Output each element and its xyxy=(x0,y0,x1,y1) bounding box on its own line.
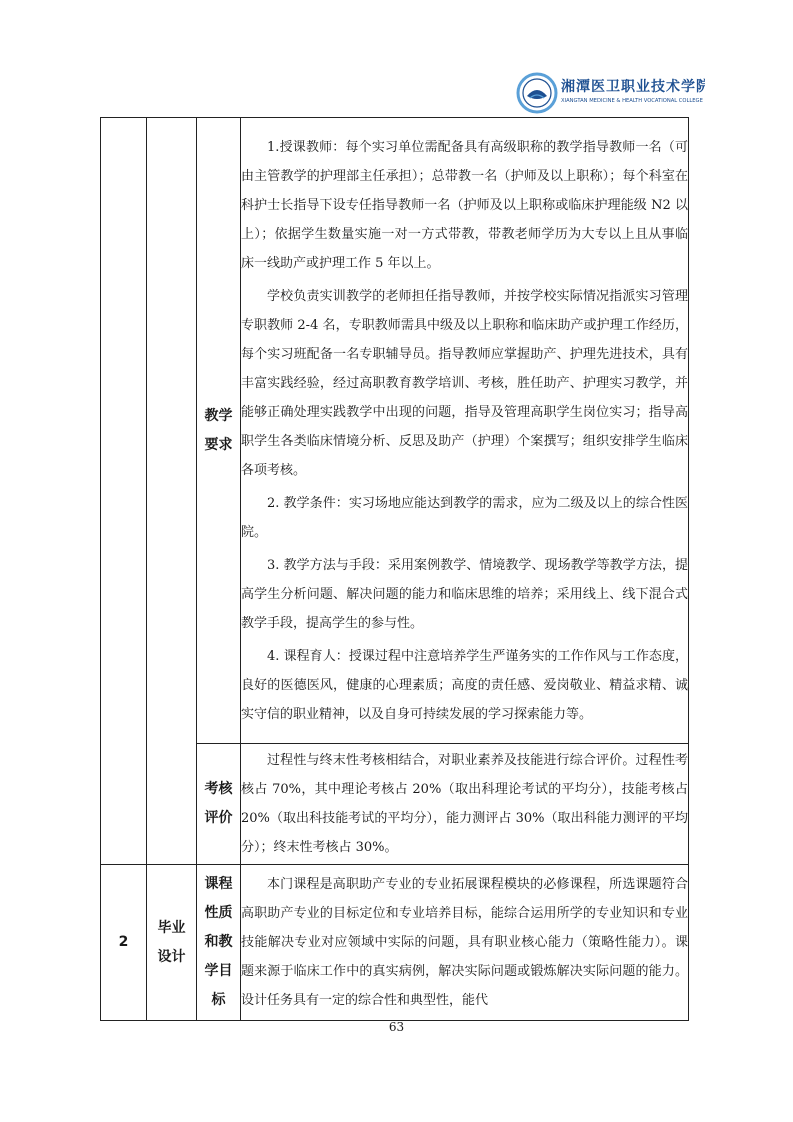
row-number-cell xyxy=(101,118,147,865)
teaching-requirements-content xyxy=(241,118,689,744)
row-number: 2 xyxy=(101,865,147,1021)
assessment-content xyxy=(241,744,689,865)
paragraph: 过程性与终末性考核相结合，对职业素养及技能进行综合评价。过程性考核占 70%，其中理论考核占 20%（取出科理论考试的平均分），技能考核占 20%（取出科技能考试的平均分），能力测评占 30%（取出科能力测评的平均分）；终末性考核占 30%。 xyxy=(241,753,688,855)
curriculum-table xyxy=(100,117,689,1021)
logo-name-cn: 湘潭医卫职业技术学院 xyxy=(561,79,705,95)
table-row-graduation-design xyxy=(101,865,689,1021)
page-number: 63 xyxy=(388,1020,405,1034)
teaching-requirements-label: 教学 要求 xyxy=(197,118,241,744)
paragraph: 2. 教学条件：实习场地应能达到教学的需求，应为二级及以上的综合性医院。 xyxy=(241,495,688,540)
course-nature-label: 课程 性质 和教 学目 标 xyxy=(197,865,241,1021)
logo-emblem-icon xyxy=(515,70,705,116)
course-name-cell xyxy=(147,118,197,865)
paragraph: 1.授课教师：每个实习单位需配备具有高级职称的教学指导教师一名（可由主管教学的护理部主任承担）；总带教一名（护师及以上职称）；每个科室在科护士长指导下设专任指导教师一名（护师及以上职称或临床护理能级 N2 以上）；依据学生数量实施一对一方式带教，带教老师学历为大专以上且从事临床一线助产或护理工作 5 年以上。 xyxy=(241,139,688,271)
logo-name-en: XIANGTAN MEDICINE & HEALTH VOCATIONAL COLLEGE xyxy=(561,98,703,104)
assessment-label: 考核 评价 xyxy=(197,744,241,865)
course-nature-content xyxy=(241,865,689,1021)
paragraph: 3. 教学方法与手段：采用案例教学、情境教学、现场教学等教学方法，提高学生分析问题、解决问题的能力和临床思维的培养；采用线上、线下混合式教学手段，提高学生的参与性。 xyxy=(241,557,688,631)
paragraph: 本门课程是高职助产专业的专业拓展课程模块的必修课程，所选课题符合高职助产专业的目标定位和专业培养目标，能综合运用所学的专业知识和专业技能解决专业对应领域中实际的问题，具有职业核心能力（策略性能力）。课题来源于临床工作中的真实病例，解决实际问题或锻炼解决实际问题的能力。设计任务具有一定的综合性和典型性，能代 xyxy=(241,877,688,1008)
course-name: 毕业 设计 xyxy=(147,865,197,1021)
college-logo xyxy=(515,70,705,116)
paragraph: 4. 课程育人：授课过程中注意培养学生严谨务实的工作作风与工作态度，良好的医德医风，健康的心理素质；高度的责任感、爱岗敬业、精益求精、诚实守信的职业精神，以及自身可持续发展的学习探索能力等。 xyxy=(241,648,688,722)
table-row-teaching-requirements xyxy=(101,118,689,744)
paragraph: 学校负责实训教学的老师担任指导教师，并按学校实际情况指派实习管理专职教师 2-4 名，专职教师需具中级及以上职称和临床助产或护理工作经历，每个实习班配备一名专职辅导员。指导教师应掌握助产、护理先进技术，具有丰富实践经验，经过高职教育教学培训、考核，胜任助产、护理实习教学，并能够正确处理实践教学中出现的问题，指导及管理高职学生岗位实习；指导高职学生各类临床情境分析、反思及助产（护理）个案撰写；组织安排学生临床各项考核。 xyxy=(241,288,688,478)
